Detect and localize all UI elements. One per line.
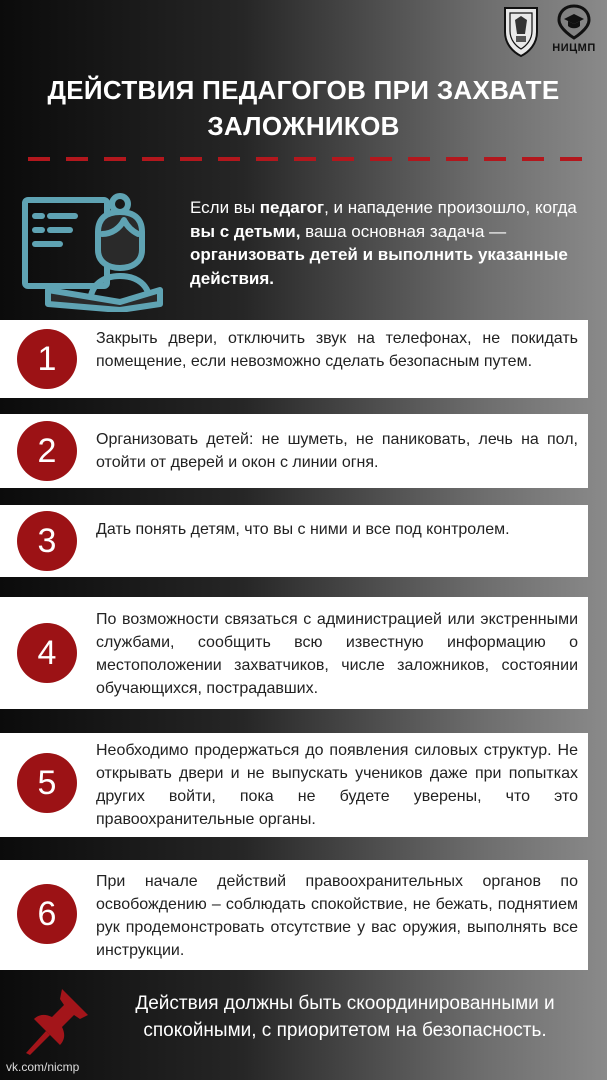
step-text-6: При начале действий правоохранительных органов по освобождению – соблюдать спокойствие, не бежать, поднятием рук продемонстровать отсутствие у вас оружия, выполнять все инструкции. — [96, 873, 578, 959]
footer-text: Действия должны быть скоординированными и спокойными, с приоритетом на безопасность. — [135, 993, 555, 1041]
step-text-3: Дать понять детям, что вы с ними и все под контролем. — [96, 521, 510, 538]
teacher-icon — [20, 192, 170, 312]
step-number-3: 3 — [17, 511, 77, 571]
step-text-4: По возможности связаться с администрацией или экстренными службами, сообщить всю известную информацию о местоположении захватчиков, числе заложников, состоянии обучающихся, пострадавших. — [96, 611, 578, 697]
step-number-6: 6 — [17, 884, 77, 944]
intro-bold-2: вы с детьми, — [190, 221, 301, 241]
step-card-5 — [0, 733, 588, 837]
step-card-3 — [0, 505, 588, 577]
step-number-5: 5 — [17, 753, 77, 813]
intro-part-3: ваша основная задача — — [300, 221, 507, 241]
vk-link[interactable]: vk.com/nicmp — [6, 1060, 80, 1074]
logos — [501, 4, 599, 58]
page-title — [0, 72, 607, 144]
pushpin-icon — [22, 985, 92, 1057]
step-text-1: Закрыть двери, отключить звук на телефонах, не покидать помещение, если невозможно сделать безопасным путем. — [96, 330, 578, 370]
step-number-2: 2 — [17, 421, 77, 481]
intro-text — [190, 196, 585, 290]
step-number-4: 4 — [17, 623, 77, 683]
intro-bold-1: педагог — [259, 198, 325, 217]
step-number-1: 1 — [17, 329, 77, 389]
intro-part-1: Если вы — [190, 198, 260, 217]
step-card-1 — [0, 320, 588, 398]
graduation-pin-icon — [556, 4, 592, 40]
dashed-divider — [28, 157, 586, 161]
step-card-4 — [0, 597, 588, 709]
nicmp-logo — [549, 4, 599, 54]
step-text-5: Необходимо продержаться до появления силовых структур. Не открывать двери и не выпускать учеников даже при попытках других войти, пока не будете уверены, что это правоохранительные органы. — [96, 742, 578, 828]
title-line-2: ЗАЛОЖНИКОВ — [207, 111, 400, 141]
intro-part-2: , и нападение произошло, когда — [324, 198, 577, 217]
nicmp-logo-text: НИЦМП — [552, 42, 596, 54]
intro-bold-3: организовать детей и выполнить указанные действия. — [190, 245, 568, 288]
step-card-6 — [0, 860, 588, 970]
shield-emblem-icon — [501, 4, 541, 58]
title-line-1: ДЕЙСТВИЯ ПЕДАГОГОВ ПРИ ЗАХВАТЕ — [47, 75, 560, 105]
step-text-2: Организовать детей: не шуметь, не паниковать, лечь на пол, отойти от дверей и окон с линии огня. — [96, 431, 578, 471]
step-card-2 — [0, 414, 588, 488]
